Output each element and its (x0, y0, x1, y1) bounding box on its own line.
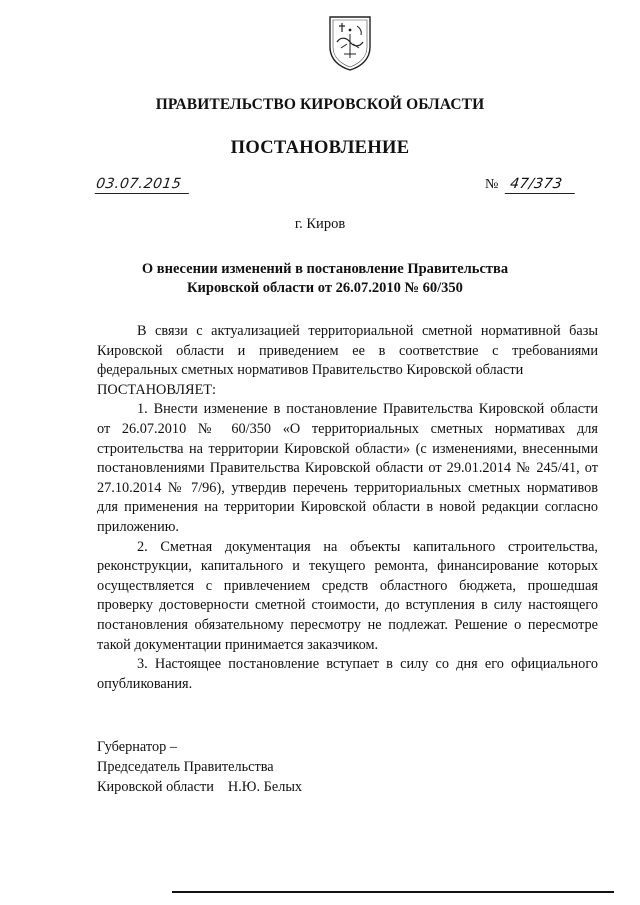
subject-line-2: Кировской области от 26.07.2010 № 60/350 (187, 280, 463, 296)
decree-word: ПОСТАНОВЛЯЕТ: (97, 381, 217, 398)
signature-position-line-2: Председатель Правительства (97, 758, 274, 775)
document-subject (110, 260, 540, 298)
number-sign: № (485, 177, 499, 192)
government-title: ПРАВИТЕЛЬСТВО КИРОВСКОЙ ОБЛАСТИ (155, 96, 485, 113)
city-line: г. Киров (294, 216, 346, 232)
item-3-paragraph: 3. Настоящее постановление вступает в силу со дня его официального опубликования. (97, 656, 598, 692)
preamble-paragraph: В связи с актуализацией территориальной сметной нормативной базы Кировской области и приведением ее в соответствие с требованиями федеральных сметных нормативов Правительство Кировской области (97, 323, 598, 379)
signature-region: Кировской области (97, 778, 214, 795)
signature-position-line-3 (97, 778, 497, 798)
document-date: 03.07.2015 (95, 176, 192, 194)
subject-line-1: О внесении изменений в постановление Правительства (141, 261, 509, 277)
item-2-paragraph: 2. Сметная документация на объекты капитального строительства, реконструкции, капитального и текущего ремонта, финансирование которых осуществляется с привлечением средств областного бюджета, прошедшая проверку достоверности сметной стоимости, до вступления в силу настоящего постановления обязательному пересмотру не подлежат. Решение о пересмотре такой документации принимается заказчиком. (97, 538, 598, 653)
coat-of-arms-emblem (327, 14, 373, 72)
document-number-block (485, 176, 595, 194)
signature-position-line-1: Губернатор – (97, 739, 177, 755)
document-number: 47/373 (505, 176, 578, 194)
item-1-paragraph: 1. Внести изменение в постановление Правительства Кировской области от 26.07.2010 № 60/350 «О территориальных сметных нормативах для строительства на территории Кировской области» (с изменениями, внесенными постановлениями Правительства Кировской области от 29.01.2014 № 245/41, от 27.10.2014 № 7/96), утвердив перечень территориальных сметных нормативов для применения на территории Кировской области в новой редакции согласно приложению. (97, 401, 598, 535)
footer-divider (172, 891, 614, 893)
signature-block (97, 738, 497, 797)
signatory-name: Н.Ю. Белых (227, 778, 303, 795)
document-body (97, 322, 598, 694)
document-type-title: ПОСТАНОВЛЕНИЕ (230, 138, 410, 158)
